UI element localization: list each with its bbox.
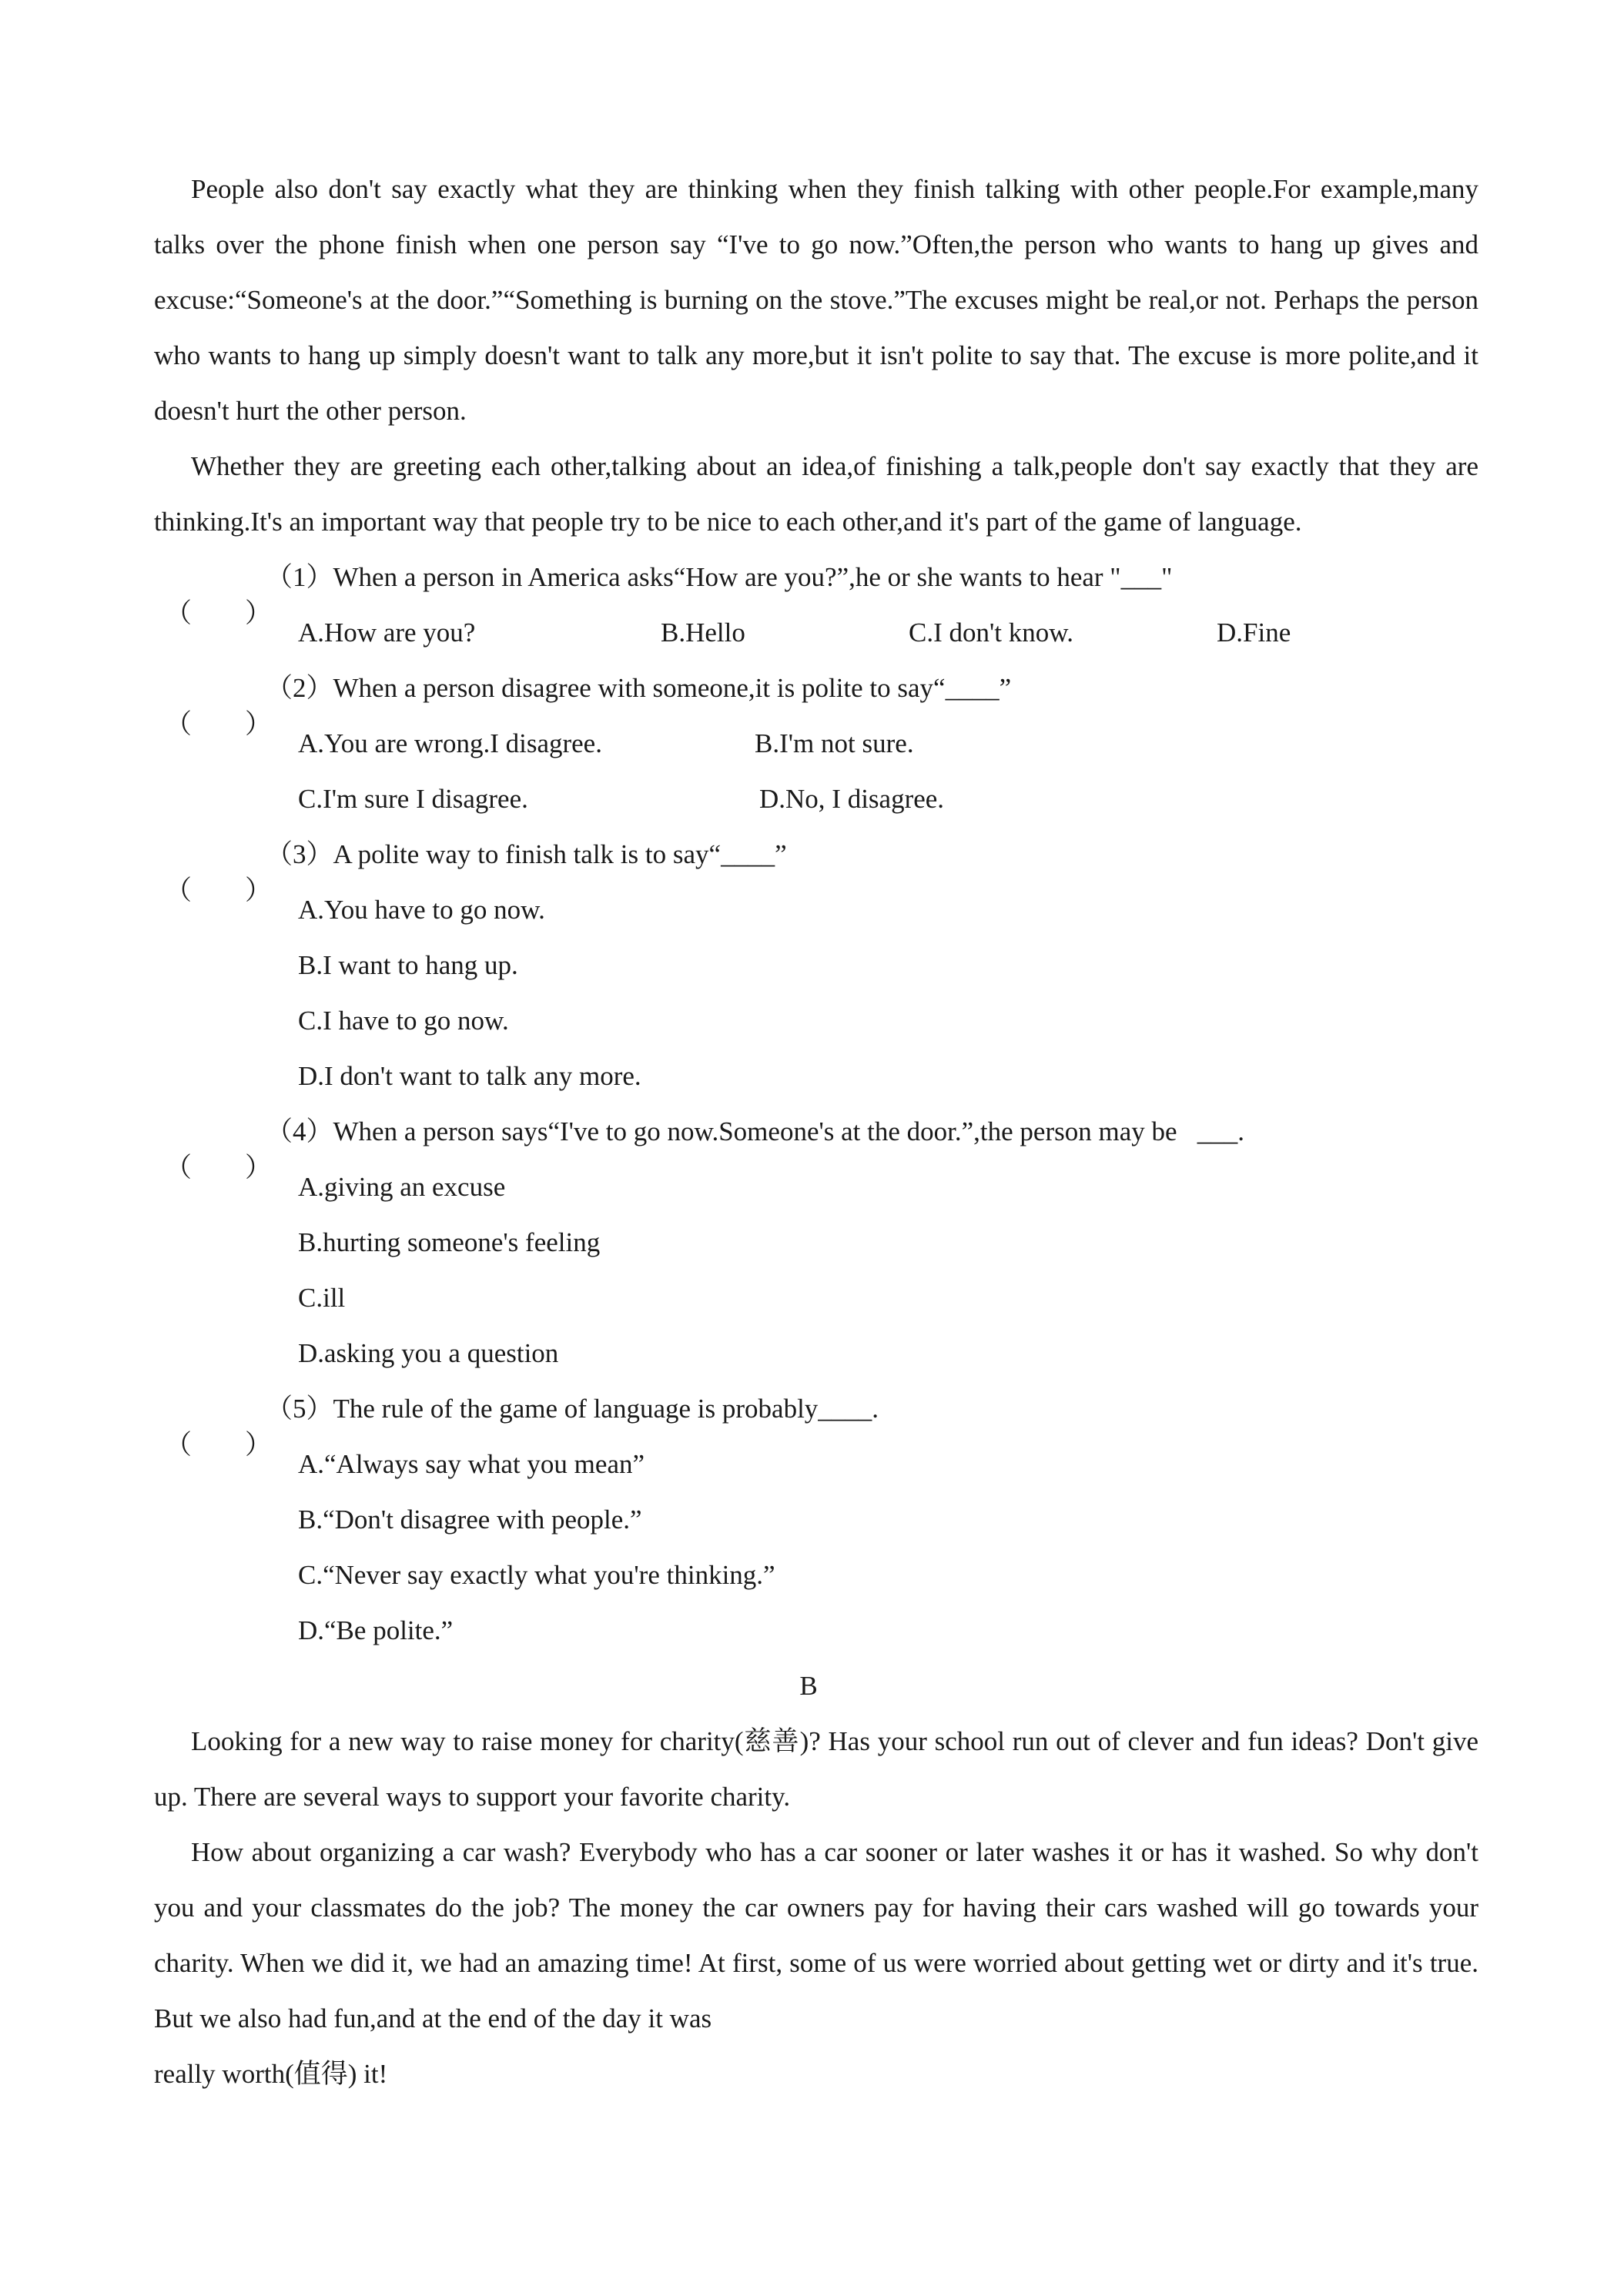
option-b: B.I want to hang up. bbox=[298, 950, 518, 980]
option-b: B.Hello bbox=[661, 618, 745, 648]
option-c: C.I don't know. bbox=[909, 618, 1074, 648]
option-d: D.I don't want to talk any more. bbox=[298, 1061, 641, 1091]
question-2: （ ） （2） When a person disagree with someone,it is polite to say“____” bbox=[154, 661, 1478, 716]
question-1: （ ） （1） When a person in America asks“How are you?”,he or she wants to hear "___" bbox=[154, 550, 1478, 605]
question-2-options-row-2 bbox=[154, 771, 1478, 827]
question-text: When a person in America asks“How are you?”,he or she wants to hear "___" bbox=[333, 562, 1173, 592]
question-number: （1） bbox=[266, 562, 333, 592]
document-content bbox=[154, 162, 1478, 2102]
option-c: C.ill bbox=[298, 1283, 346, 1313]
question-3: （ ） （3） A polite way to finish talk is to say“____” bbox=[154, 827, 1478, 882]
question-1-options bbox=[154, 605, 1478, 661]
option-a: A.giving an excuse bbox=[298, 1172, 506, 1202]
question-4: （ ） （4） When a person says“I've to go now.Someone's at the door.”,the person may be ___. bbox=[154, 1104, 1478, 1160]
question-text: A polite way to finish talk is to say“____” bbox=[333, 839, 787, 869]
option-a: A.“Always say what you mean” bbox=[298, 1449, 645, 1479]
option-d: D.asking you a question bbox=[298, 1338, 559, 1368]
question-number: （3） bbox=[266, 839, 333, 869]
option-b: B.hurting someone's feeling bbox=[298, 1227, 601, 1257]
question-number: （2） bbox=[266, 673, 333, 703]
passage-a-paragraph-2: Whether they are greeting each other,talking about an idea,of finishing a talk,people don't say exactly that they are thinking.It's an important way that people try to be nice to each other,and it's part of the game of language. bbox=[154, 451, 1478, 537]
option-c: C.I'm sure I disagree. bbox=[298, 784, 528, 814]
option-a: A.How are you? bbox=[298, 618, 476, 648]
section-b-paragraph-2-tail: really worth(值得) it! bbox=[154, 2059, 388, 2089]
option-a: A.You have to go now. bbox=[298, 895, 545, 925]
option-d: D.Fine bbox=[1217, 618, 1291, 648]
section-b-title: B bbox=[799, 1671, 818, 1701]
question-text: When a person disagree with someone,it is polite to say“____” bbox=[333, 673, 1012, 703]
section-b-paragraph-2: How about organizing a car wash? Everybody who has a car sooner or later washes it or has it washed. So why don't you and your classmates do the job? The money the car owners pay for having their cars washed will go towards your charity. When we did it, we had an amazing time! At first, some of us were worried about getting wet or dirty and it's true. But we also had fun,and at the end of the day it was bbox=[154, 1837, 1478, 2033]
question-2-options-row-1 bbox=[154, 716, 1478, 771]
passage-a-paragraph-1: People also don't say exactly what they are thinking when they finish talking with other people.For example,many talks over the phone finish when one person say “I've to go now.”Often,the person who wants to hang up gives and excuse:“Someone's at the door.”“Something is burning on the stove.”The excuses might be real,or not. Perhaps the person who wants to hang up simply doesn't want to talk any more,but it isn't polite to say that. The excuse is more polite,and it doesn't hurt the other person. bbox=[154, 174, 1478, 426]
option-b: B.“Don't disagree with people.” bbox=[298, 1504, 642, 1535]
option-c: C.I have to go now. bbox=[298, 1006, 509, 1036]
question-5: （ ） （5） The rule of the game of language is probably____. bbox=[154, 1381, 1478, 1437]
option-c: C.“Never say exactly what you're thinking.” bbox=[298, 1560, 775, 1590]
option-b: B.I'm not sure. bbox=[755, 728, 914, 758]
option-a: A.You are wrong.I disagree. bbox=[298, 728, 602, 758]
question-text: When a person says“I've to go now.Someone's at the door.”,the person may be ___. bbox=[333, 1116, 1245, 1146]
question-text: The rule of the game of language is probably____. bbox=[333, 1394, 879, 1424]
option-d: D.“Be polite.” bbox=[298, 1615, 454, 1645]
question-number: （5） bbox=[266, 1394, 333, 1424]
question-number: （4） bbox=[266, 1116, 333, 1146]
option-d: D.No, I disagree. bbox=[759, 784, 945, 814]
section-b-paragraph-1: Looking for a new way to raise money for charity(慈善)? Has your school run out of clever and fun ideas? Don't give up. There are several ways to support your favorite charity. bbox=[154, 1726, 1478, 1812]
